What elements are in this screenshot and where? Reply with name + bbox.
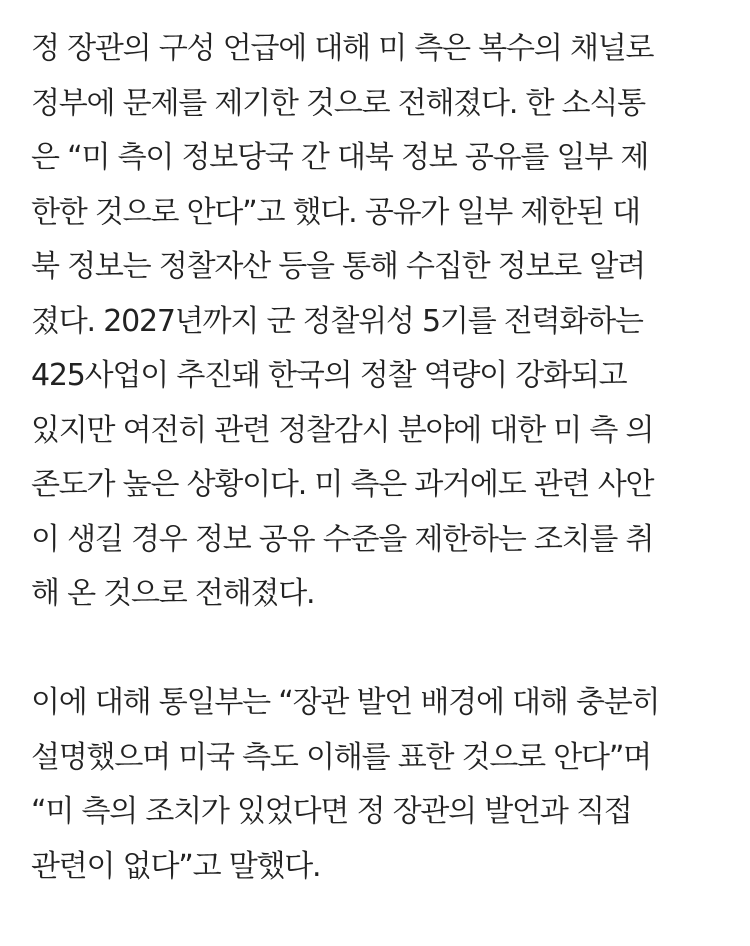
text-line: “미 측의 조치가 있었다면 정 장관의 발언과 직접 (31, 794, 632, 829)
text-line: 존도가 높은 상황이다. 미 측은 과거에도 관련 사안 (31, 467, 654, 502)
text-line: 한한 것으로 안다”고 했다. 공유가 일부 제한된 대 (31, 194, 640, 230)
text-line: 해 온 것으로 전해졌다. (31, 576, 315, 611)
text-line: 관련이 없다”고 말했다. (31, 848, 321, 884)
text-line: 정부에 문제를 제기한 것으로 전해졌다. 한 소식통 (31, 85, 645, 121)
text-line: 있지만 여전히 관련 정찰감시 분야에 대한 미 측 의 (31, 412, 654, 448)
text-line: 북 정보는 정찰자산 등을 통해 수집한 정보로 알려 (31, 249, 645, 284)
text-line: 425사업이 추진돼 한국의 정찰 역량이 강화되고 (31, 358, 627, 393)
text-line: 졌다. 2027년까지 군 정찰위성 5기를 전력화하는 (31, 303, 643, 339)
text-line: 정 장관의 구성 언급에 대해 미 측은 복수의 채널로 (31, 31, 654, 66)
text-line: 설명했으며 미국 측도 이해를 표한 것으로 안다”며 (31, 739, 651, 775)
text-line: 은 “미 측이 정보당국 간 대북 정보 공유를 일부 제 (31, 140, 649, 175)
paragraph-gap (31, 622, 731, 677)
text-line: 이 생길 경우 정보 공유 수준을 제한하는 조치를 취 (31, 521, 654, 557)
text-line: 이에 대해 통일부는 “장관 발언 배경에 대해 충분히 (31, 685, 660, 720)
paragraph-2 (31, 676, 731, 894)
paragraph-1 (31, 22, 731, 622)
article-body (31, 22, 731, 894)
